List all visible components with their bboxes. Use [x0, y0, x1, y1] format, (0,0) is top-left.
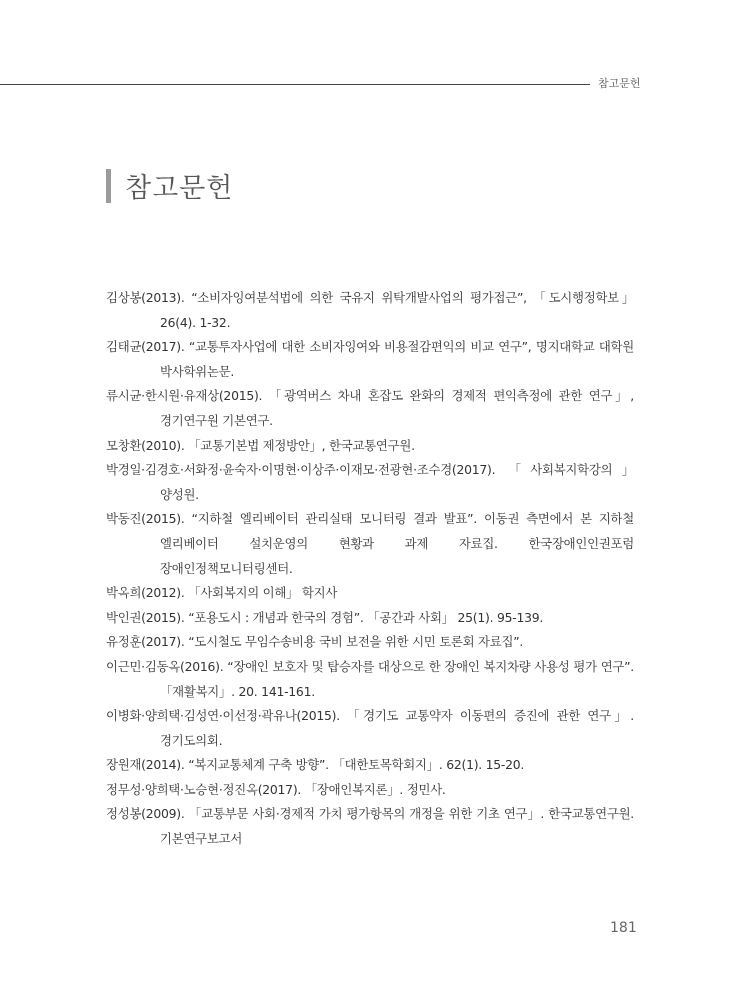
- header-rule: [0, 84, 590, 85]
- reference-entry: 모창환(2010). 「교통기본법 제정방안」, 한국교통연구원.: [106, 437, 415, 453]
- page-number: 181: [610, 920, 637, 936]
- section-heading: [106, 166, 233, 205]
- reference-entry: 이근민·김동옥(2016). “장애인 보호자 및 탑승자를 대상으로 한 장애인 복지차량 사용성 평가 연구”. 「재활복지」. 20. 141-161.: [106, 658, 634, 699]
- reference-entry: 유정훈(2017). “도시철도 무임수송비용 국비 보전을 위한 시민 토론회 자료집”.: [106, 634, 524, 650]
- reference-entry: 김태균(2017). “교통투자사업에 대한 소비자잉여와 비용절감편익의 비교 연구”, 명지대학교 대학원 박사학위논문.: [106, 339, 634, 379]
- reference-entry: 김상봉(2013). “소비자잉여분석법에 의한 국유지 위탁개발사업의 평가접근”, 「도시행정학보」 26(4). 1-32.: [106, 290, 634, 330]
- reference-entry: 정무성·양희택·노승현·정진옥(2017). 「장애인복지론」. 정민사.: [106, 781, 446, 797]
- heading-accent-bar: [106, 169, 111, 203]
- running-header: 참고문헌: [598, 77, 641, 90]
- reference-entry: 장원재(2014). “복지교통체계 구축 방향”. 「대한토목학회지」. 62(1). 15-20.: [106, 757, 525, 773]
- reference-entry: 박경일·김경호·서화정·윤숙자·이명현·이상주·이재모·전광현·조수경(2017). 「사회복지학강의」 양성원.: [106, 462, 634, 502]
- page-title: 참고문헌: [125, 173, 234, 204]
- reference-list: [106, 286, 634, 852]
- reference-entry: 이병화·양희택·김성연·이선정·곽유나(2015). 「경기도 교통약자 이동편의 증진에 관한 연구」. 경기도의회.: [106, 708, 634, 748]
- reference-entry: 박인권(2015). “포용도시 : 개념과 한국의 경험”. 「공간과 사회」 25(1). 95-139.: [106, 609, 544, 625]
- reference-entry: 박옥희(2012). 「사회복지의 이해」 학지사: [106, 585, 338, 601]
- reference-entry: 정성봉(2009). 「교통부문 사회·경제적 가치 평가항목의 개정을 위한 기초 연구」. 한국교통연구원. 기본연구보고서: [106, 806, 634, 847]
- reference-entry: 박동진(2015). “지하철 엘리베이터 관리실태 모니터링 결과 발표”. 이동권 측면에서 본 지하철 엘리베이터 설치운영의 현황과 과제 자료집. 한국장애인인권포럼 장애인정책모니터링센터.: [106, 511, 634, 576]
- reference-entry: 류시균·한시원·유재상(2015). 「광역버스 차내 혼잡도 완화의 경제적 편익측정에 관한 연구」, 경기연구원 기본연구.: [106, 388, 634, 428]
